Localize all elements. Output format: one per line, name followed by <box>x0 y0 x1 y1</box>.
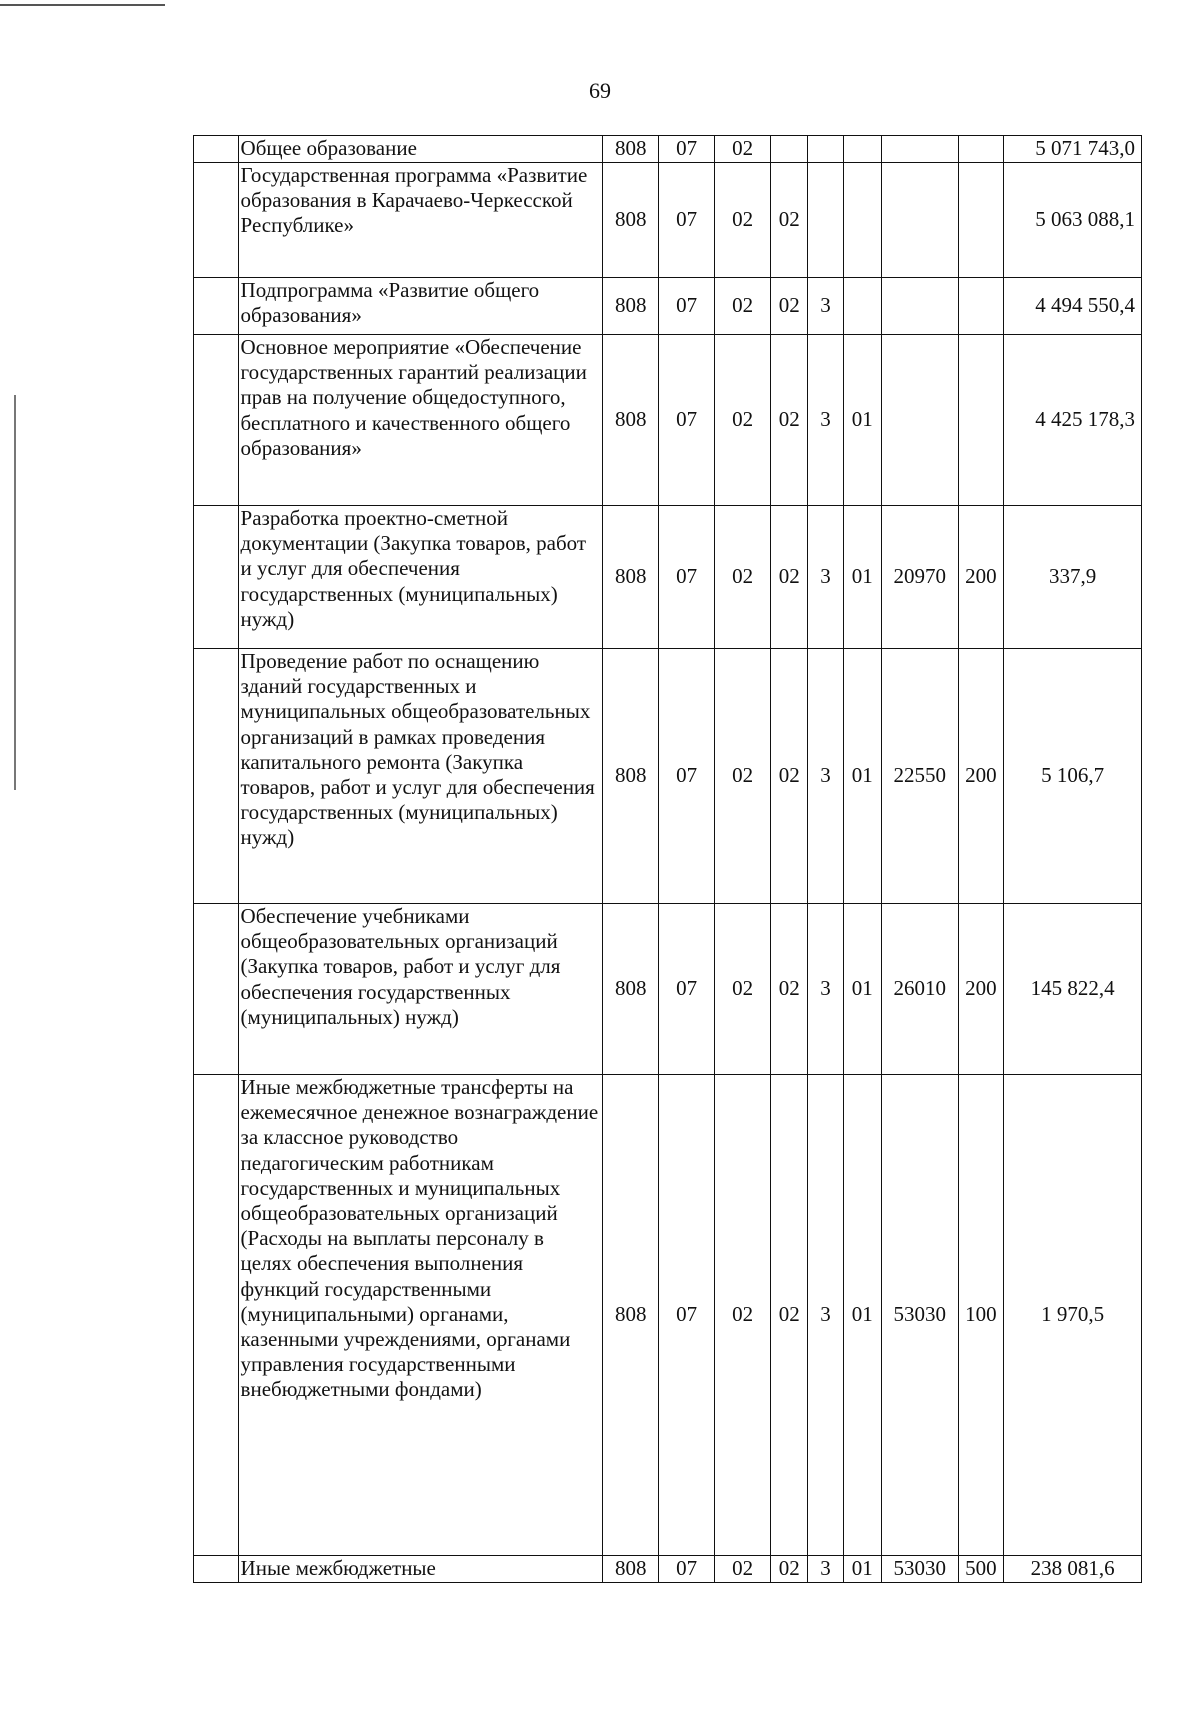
department-code-cell: 808 <box>603 904 659 1075</box>
row-number-cell <box>194 649 239 904</box>
department-code-cell: 808 <box>603 136 659 163</box>
subprogram-code-cell: 3 <box>808 649 843 904</box>
activity-code-cell <box>843 136 881 163</box>
program-code-cell: 02 <box>771 1556 808 1583</box>
program-code-cell <box>771 136 808 163</box>
table-row <box>194 136 1142 163</box>
activity-code-cell <box>843 163 881 278</box>
item-name-cell: Государственная программа «Развитие образования в Карачаево-Черкесской Республике» <box>238 163 603 278</box>
program-code-cell: 02 <box>771 163 808 278</box>
row-number-cell <box>194 1556 239 1583</box>
amount-cell: 238 081,6 <box>1004 1556 1142 1583</box>
item-name-cell: Разработка проектно-сметной документации (Закупка товаров, работ и услуг для обеспечения государственных (муниципальных) нужд) <box>238 506 603 649</box>
expense-type-cell: 200 <box>958 904 1004 1075</box>
expense-type-cell: 500 <box>958 1556 1004 1583</box>
table-row <box>194 163 1142 278</box>
department-code-cell: 808 <box>603 335 659 506</box>
department-code-cell: 808 <box>603 278 659 335</box>
item-name-cell: Обеспечение учебниками общеобразовательных организаций (Закупка товаров, работ и услуг для обеспечения государственных (муниципальных) нужд) <box>238 904 603 1075</box>
direction-code-cell <box>881 278 958 335</box>
amount-cell: 5 071 743,0 <box>1004 136 1142 163</box>
department-code-cell: 808 <box>603 649 659 904</box>
expense-type-cell: 100 <box>958 1075 1004 1556</box>
activity-code-cell: 01 <box>843 649 881 904</box>
row-number-cell <box>194 136 239 163</box>
subsection-code-cell: 02 <box>715 136 771 163</box>
subprogram-code-cell <box>808 136 843 163</box>
direction-code-cell <box>881 136 958 163</box>
amount-cell: 1 970,5 <box>1004 1075 1142 1556</box>
activity-code-cell <box>843 278 881 335</box>
department-code-cell: 808 <box>603 163 659 278</box>
item-name-cell: Иные межбюджетные <box>238 1556 603 1583</box>
subprogram-code-cell: 3 <box>808 506 843 649</box>
direction-code-cell <box>881 335 958 506</box>
direction-code-cell <box>881 163 958 278</box>
subprogram-code-cell: 3 <box>808 335 843 506</box>
subsection-code-cell: 02 <box>715 506 771 649</box>
item-name-cell: Общее образование <box>238 136 603 163</box>
expense-type-cell <box>958 278 1004 335</box>
subprogram-code-cell: 3 <box>808 1075 843 1556</box>
table-row <box>194 649 1142 904</box>
subprogram-code-cell: 3 <box>808 1556 843 1583</box>
expense-type-cell <box>958 335 1004 506</box>
department-code-cell: 808 <box>603 506 659 649</box>
amount-cell: 4 494 550,4 <box>1004 278 1142 335</box>
activity-code-cell: 01 <box>843 1556 881 1583</box>
department-code-cell: 808 <box>603 1075 659 1556</box>
direction-code-cell: 26010 <box>881 904 958 1075</box>
program-code-cell: 02 <box>771 278 808 335</box>
program-code-cell: 02 <box>771 335 808 506</box>
program-code-cell: 02 <box>771 904 808 1075</box>
expense-type-cell: 200 <box>958 506 1004 649</box>
table-row <box>194 278 1142 335</box>
amount-cell: 145 822,4 <box>1004 904 1142 1075</box>
section-code-cell: 07 <box>659 136 715 163</box>
subprogram-code-cell: 3 <box>808 278 843 335</box>
scan-margin-line <box>14 395 16 790</box>
budget-table <box>193 135 1142 1583</box>
section-code-cell: 07 <box>659 335 715 506</box>
expense-type-cell: 200 <box>958 649 1004 904</box>
item-name-cell: Основное мероприятие «Обеспечение государственных гарантий реализации прав на получение общедоступного, бесплатного и качественного общего образования» <box>238 335 603 506</box>
program-code-cell: 02 <box>771 506 808 649</box>
expense-type-cell <box>958 136 1004 163</box>
subsection-code-cell: 02 <box>715 278 771 335</box>
program-code-cell: 02 <box>771 1075 808 1556</box>
amount-cell: 5 063 088,1 <box>1004 163 1142 278</box>
row-number-cell <box>194 163 239 278</box>
amount-cell: 5 106,7 <box>1004 649 1142 904</box>
item-name-cell: Проведение работ по оснащению зданий государственных и муниципальных общеобразовательных организаций в рамках проведения капитального ремонта (Закупка товаров, работ и услуг для обеспечения государственных (муниципальных) нужд) <box>238 649 603 904</box>
subsection-code-cell: 02 <box>715 163 771 278</box>
page-number: 69 <box>589 78 611 103</box>
subprogram-code-cell: 3 <box>808 904 843 1075</box>
table-row <box>194 335 1142 506</box>
subprogram-code-cell <box>808 163 843 278</box>
row-number-cell <box>194 1075 239 1556</box>
table-row <box>194 904 1142 1075</box>
amount-cell: 337,9 <box>1004 506 1142 649</box>
program-code-cell: 02 <box>771 649 808 904</box>
direction-code-cell: 53030 <box>881 1075 958 1556</box>
item-name-cell: Иные межбюджетные трансферты на ежемесячное денежное вознаграждение за классное руководство педагогическим работникам государственных и муниципальных общеобразовательных организаций (Расходы на выплаты персоналу в целях обеспечения выполнения функций государственными (муниципальными) органами, казенными учреждениями, органами управления государственными внебюджетными фондами) <box>238 1075 603 1556</box>
row-number-cell <box>194 506 239 649</box>
item-name-cell: Подпрограмма «Развитие общего образования» <box>238 278 603 335</box>
direction-code-cell: 53030 <box>881 1556 958 1583</box>
activity-code-cell: 01 <box>843 904 881 1075</box>
section-code-cell: 07 <box>659 163 715 278</box>
row-number-cell <box>194 278 239 335</box>
direction-code-cell: 20970 <box>881 506 958 649</box>
subsection-code-cell: 02 <box>715 904 771 1075</box>
table-row <box>194 506 1142 649</box>
department-code-cell: 808 <box>603 1556 659 1583</box>
section-code-cell: 07 <box>659 904 715 1075</box>
subsection-code-cell: 02 <box>715 335 771 506</box>
direction-code-cell: 22550 <box>881 649 958 904</box>
row-number-cell <box>194 335 239 506</box>
table-row <box>194 1556 1142 1583</box>
scan-edge-line <box>0 4 165 6</box>
row-number-cell <box>194 904 239 1075</box>
table-row <box>194 1075 1142 1556</box>
subsection-code-cell: 02 <box>715 1075 771 1556</box>
activity-code-cell: 01 <box>843 335 881 506</box>
section-code-cell: 07 <box>659 1556 715 1583</box>
section-code-cell: 07 <box>659 1075 715 1556</box>
expense-type-cell <box>958 163 1004 278</box>
section-code-cell: 07 <box>659 649 715 904</box>
activity-code-cell: 01 <box>843 1075 881 1556</box>
section-code-cell: 07 <box>659 278 715 335</box>
subsection-code-cell: 02 <box>715 649 771 904</box>
section-code-cell: 07 <box>659 506 715 649</box>
subsection-code-cell: 02 <box>715 1556 771 1583</box>
activity-code-cell: 01 <box>843 506 881 649</box>
amount-cell: 4 425 178,3 <box>1004 335 1142 506</box>
